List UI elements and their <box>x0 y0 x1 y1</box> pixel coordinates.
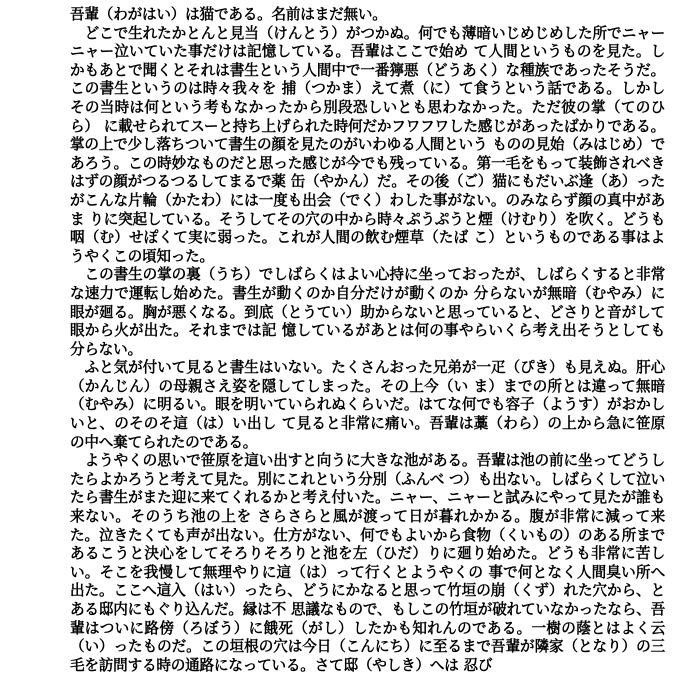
paragraph-3: この書生の掌の裏（うち）でしばらくはよい心持に坐っておったが、しばらくすると非常な速力で運転し始めた。書生が動くのか自分だけが動くのか 分らないが無暗（むやみ）に眼が廻る。胸が悪くなる。到底（とうてい）助からないと思っていると、どさりと音がして眼から火が出た。それまでは記 憶しているがあとは何の事やらいくら考え出そうとしても分らない。 <box>70 266 665 358</box>
paragraph-5: ようやくの思いで笹原を這い出すと向うに大きな池がある。吾輩は池の前に坐ってどうしたらよかろうと考えて見た。別にこれという分別（ふんべ つ）も出ない。しばらくして泣いたら書生がまた迎に来てくれるかと考え付いた。ニャー、ニャーと試みにやって見たが誰も来ない。そのうち池の上を さらさらと風が渡って日が暮れかかる。腹が非常に減って来た。泣きたくても声が出ない。仕方がない、何でもよいから食物（くいもの）のある所まで あるこうと決心をしてそろりそろりと池を左（ひだ）りに廻り始めた。どうも非常に苦しい。そこを我慢して無理やりに這（は）って行くとようやくの 事で何となく人間臭い所へ出た。ここへ這入（はい）ったら、どうにかなると思って竹垣の崩（くず）れた穴から、とある邸内にもぐり込んだ。縁は不 思議なもので、もしこの竹垣が破れていなかったなら、吾輩はついに路傍（ろぼう）に餓死（がし）したかも知れんのである。一樹の蔭とはよく云 （い）ったものだ。この垣根の穴は今日（こんにち）に至るまで吾輩が隣家（となり）の三毛を訪問する時の通路になっている。さて邸（やしき）へは 忍び <box>70 452 665 674</box>
paragraph-2: どこで生れたかとんと見当（けんとう）がつかぬ。何でも薄暗いじめじめした所でニャーニャー泣いていた事だけは記憶している。吾輩はここで始め て人間というものを見た。しかもあとで聞くとそれは書生という人間中で一番獰悪（どうあく）な種族であったそうだ。この書生というのは時々我々を 捕（つかま）えて煮（に）て食うという話である。しかしその当時は何という考もなかったから別段恐しいとも思わなかった。ただ彼の掌（てのひら） に載せられてスーと持ち上げられた時何だかフワフワした感じがあったばかりである。掌の上で少し落ちついて書生の顔を見たのがいわゆる人間という ものの見始（みはじめ）であろう。この時妙なものだと思った感じが今でも残っている。第一毛をもって装飾されべきはずの顔がつるつるしてまるで薬 缶（やかん）だ。その後（ご）猫にもだいぶ逢（あ）ったがこんな片輪（かたわ）には一度も出会（でく）わした事がない。のみならず顔の真中があま りに突起している。そうしてその穴の中から時々ぷうぷうと煙（けむり）を吹く。どうも咽（む）せぽくて実に弱った。これが人間の飲む煙草（たば こ）というものである事はようやくこの頃知った。 <box>70 24 665 265</box>
paragraph-4: ふと気が付いて見ると書生はいない。たくさんおった兄弟が一疋（ぴき）も見えぬ。肝心（かんじん）の母親さえ姿を隠してしまった。その上今（い ま）までの所とは違って無暗（むやみ）に明るい。眼を明いていられぬくらいだ。はてな何でも容子（ようす）がおかしいと、のそのそ這（は）い出し て見ると非常に痛い。吾輩は藁（わら）の上から急に笹原の中へ棄てられたのである。 <box>70 359 665 451</box>
paragraph-1: 吾輩（わがはい）は猫である。名前はまだ無い。 <box>70 6 387 23</box>
document-body <box>0 6 679 675</box>
